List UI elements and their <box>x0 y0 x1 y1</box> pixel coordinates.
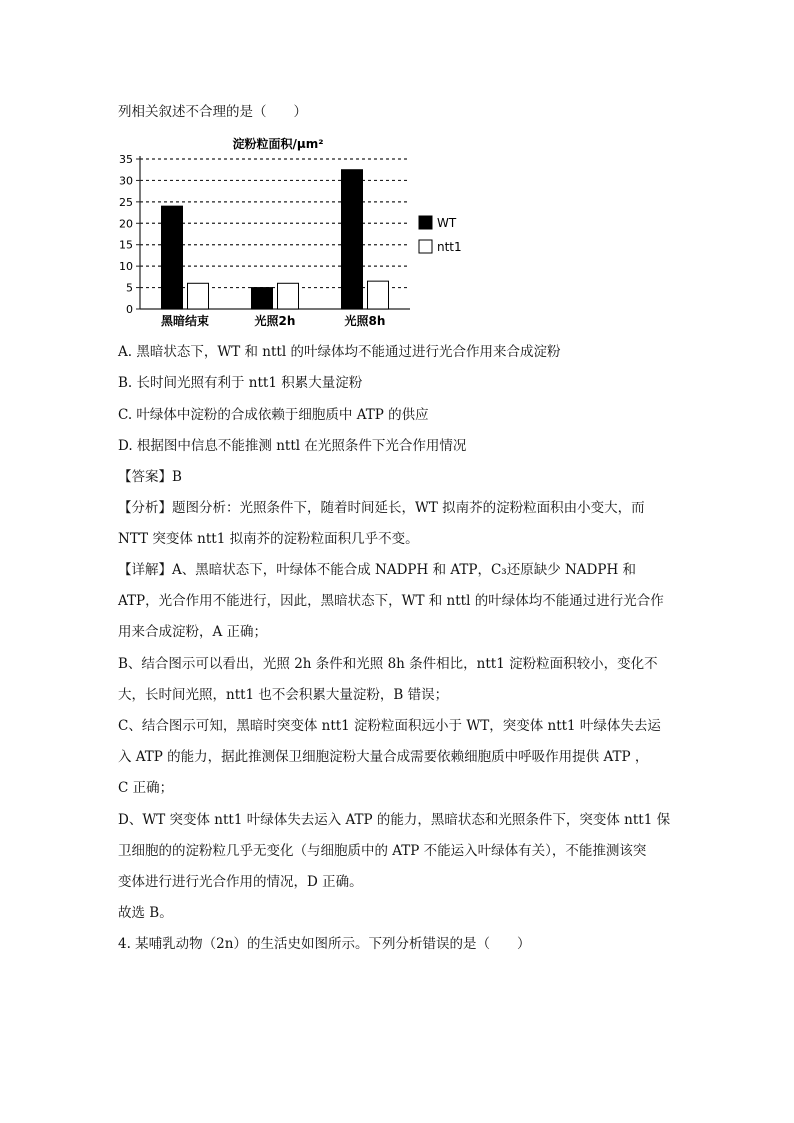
detail-line-11: 变体进行进行光合作用的情况，D 正确。 <box>118 874 363 890</box>
option-a: A. 黑暗状态下，WT 和 nttl 的叶绿体均不能通过进行光合作用来合成淀粉 <box>118 344 561 360</box>
question-intro: 列相关叙述不合理的是（ ） <box>118 104 307 120</box>
detail-line-3: 用来合成淀粉，A 正确； <box>118 624 268 640</box>
detail-line-9: D、WT 突变体 ntt1 叶绿体失去运入 ATP 的能力，黑暗状态和光照条件下，突变体 ntt1 保 <box>118 812 671 828</box>
next-question: 4. 某哺乳动物（2n）的生活史如图所示。下列分析错误的是（ ） <box>118 936 531 952</box>
detail-line-6: C、结合图示可知，黑暗时突变体 ntt1 淀粉粒面积远小于 WT，突变体 ntt1 叶绿体失去运 <box>118 718 661 734</box>
y-tick-label: 5 <box>126 281 133 295</box>
legend-swatch-ntt1 <box>419 240 432 253</box>
x-tick-label: 光照2h <box>254 314 296 328</box>
conclusion-line: 故选 B。 <box>118 905 173 921</box>
y-tick-label: 35 <box>119 153 133 166</box>
bar-ntt1-2 <box>368 281 389 309</box>
y-tick-label: 15 <box>119 238 133 252</box>
analysis-line-2: NTT 突变体 ntt1 拟南芥的淀粉粒面积几乎不变。 <box>118 531 419 547</box>
y-tick-label: 20 <box>119 217 133 231</box>
detail-line-5: 大，长时间光照，ntt1 也不会积累大量淀粉，B 错误； <box>118 687 449 703</box>
bar-wt-0 <box>162 206 183 309</box>
chart-bars <box>161 170 389 328</box>
bar-wt-1 <box>252 288 273 309</box>
bar-wt-2 <box>342 170 363 309</box>
legend-swatch-wt <box>419 216 432 229</box>
starch-bar-chart <box>110 134 490 334</box>
detail-line-10: 卫细胞的的淀粉粒几乎无变化（与细胞质中的 ATP 不能运入叶绿体有关），不能推测该突 <box>118 843 647 859</box>
detail-line-7: 入 ATP 的能力，据此推测保卫细胞淀粉大量合成需要依赖细胞质中呼吸作用提供 ATP ， <box>118 749 649 765</box>
y-tick-label: 30 <box>119 174 133 188</box>
y-tick-label: 10 <box>119 260 133 274</box>
detail-line-8: C 正确； <box>118 780 174 796</box>
y-tick-label: 0 <box>126 303 133 316</box>
bar-ntt1-0 <box>188 283 209 309</box>
option-c: C. 叶绿体中淀粉的合成依赖于细胞质中 ATP 的供应 <box>118 407 429 423</box>
answer-line: 【答案】B <box>118 469 182 485</box>
legend-label-wt: WT <box>437 216 457 230</box>
detail-line-4: B、结合图示可以看出，光照 2h 条件和光照 8h 条件相比，ntt1 淀粉粒面积较小，变化不 <box>118 656 658 672</box>
detail-line-1: 【详解】A、黑暗状态下，叶绿体不能合成 NADPH 和 ATP，C₃还原缺少 NADPH 和 <box>118 562 637 578</box>
detail-line-2: ATP，光合作用不能进行，因此，黑暗状态下，WT 和 nttl 的叶绿体均不能通过进行光合作 <box>118 593 664 609</box>
option-d: D. 根据图中信息不能推测 nttl 在光照条件下光合作用情况 <box>118 438 467 454</box>
x-tick-label: 光照8h <box>344 314 386 328</box>
x-tick-label: 黑暗结束 <box>160 314 210 328</box>
legend-label-ntt1: ntt1 <box>437 240 462 254</box>
chart-title: 淀粉粒面积/μm² <box>232 137 324 151</box>
analysis-line-1: 【分析】题图分析：光照条件下，随着时间延长，WT 拟南芥的淀粉粒面积由小变大，而 <box>118 500 645 516</box>
chart-legend <box>419 216 462 254</box>
bar-ntt1-1 <box>278 283 299 309</box>
option-b: B. 长时间光照有利于 ntt1 积累大量淀粉 <box>118 375 363 391</box>
y-tick-label: 25 <box>119 195 133 209</box>
